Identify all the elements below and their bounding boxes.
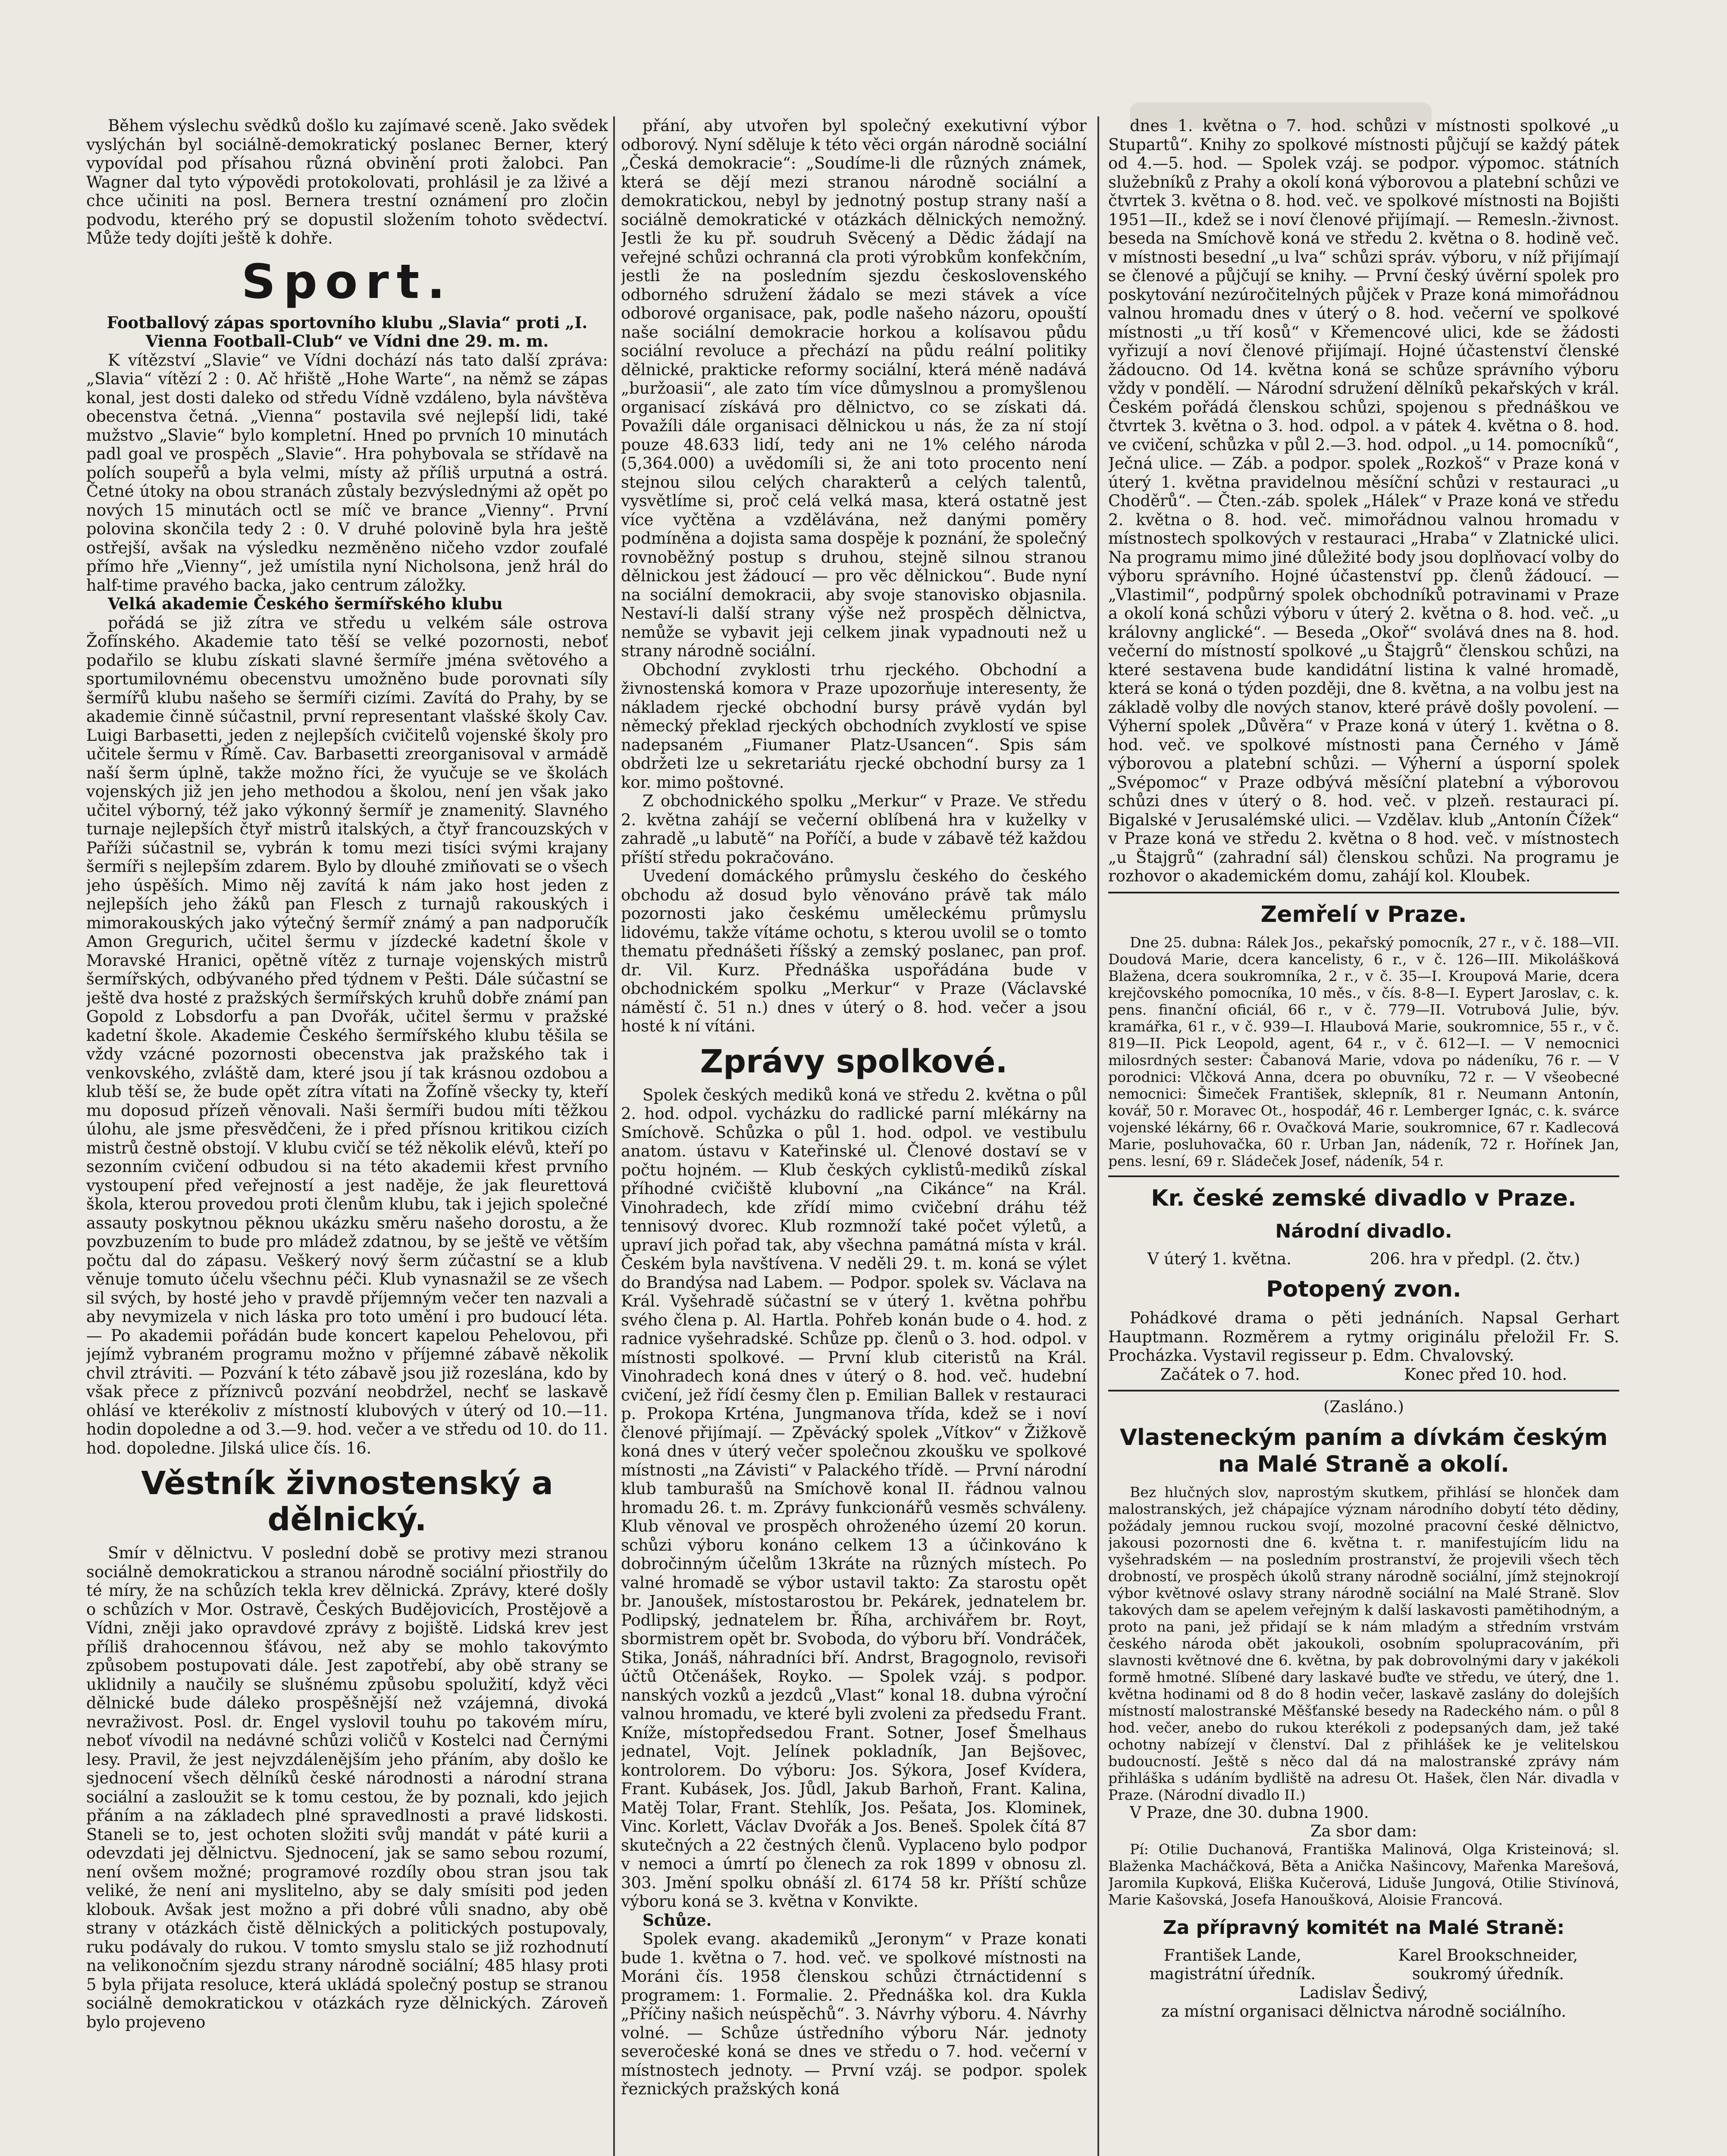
column-divider-1 bbox=[613, 116, 615, 2156]
column-1 bbox=[86, 116, 608, 2156]
theatre-date-row bbox=[1108, 1250, 1619, 1269]
signatures-row bbox=[1108, 1946, 1619, 1984]
section-divider bbox=[1108, 892, 1619, 893]
trial-report-paragraph: Během výslechu svědků došlo ku zajímavé sceně. Jako svědek vyslýchán byl sociálně-demokratický poslanec Berner, který vypovídal pod přísahou různá obvinění proti žalobci. Pan Wagner dal tyto výpovědi protokolovati, prohlásil je za lživé a chce učiniti na posl. Bernera trestní oznámení pro zločin podvodu, kterého prý se dopustil složením tohoto svědectví. Může tedy dojíti ještě k dohře. bbox=[86, 116, 608, 248]
football-match-text: K vítězství „Slavie“ ve Vídni dochází nás tato další zpráva: „Slavia“ vítězí 2 : 0. Ač hřiště „Hohe Warte“, na němž se zápas konal, jest dosti daleko od středu Vídně vzdáleno, byla návštěva obecenstva četná. „Vienna“ postavila své nejlepší lidi, také mužstvo „Slavie“ bylo kompletní. Hned po prvních 10 minutách padl goal ve prospěch „Slavie“. Hra pohybovala se střídavě na polích soupeřů a byla velmi, místy až příliš urputná a ostrá. Četné útoky na obou stranách zůstaly bezvýslednými až opět po nových 15 minutách octl se míč ve brance „Vienny“. První polovina skončila tedy 2 : 0. V druhé polovině byla hra ještě ostřejší, avšak na výsledku nezměněno ničeho vzdor zoufalé přímo hře „Vienny“, jež umístila nyní Nicholsona, jenž hrál do half-time pravého backa, jako centrum záložky. bbox=[86, 351, 608, 595]
appeal-date: V Praze, dne 30. dubna 1900. bbox=[1130, 1803, 1369, 1822]
section-divider bbox=[1108, 1175, 1619, 1177]
rijeka-market-notice: Obchodní zvyklosti trhu rjeckého. Obchodní a živnostenská komora v Praze upozorňuje interesenty, že nákladem rjecké obchodní bursy právě vydán byl německý překlad rjeckých obchodních zvyklostí ve spise nadepsaném „Fiumaner Platz-Usancen“. Spis sám obdržeti lze u sekretariátu rjecké obchodní bursy za 1 kor. mimo poštovné. bbox=[621, 660, 1087, 792]
signature-3 bbox=[1108, 1984, 1619, 2021]
football-match-heading: Footballový zápas sportovního klubu „Slavia“ proti „I. Vienna Football-Club“ ve Vídni dne 29. m. m. bbox=[107, 313, 588, 351]
committee-names: Pí: Otilie Duchanová, Františka Malinová, Olga Kristeinová; sl. Blaženka Macháčková, Běta a Anička Našincovy, Mařenka Marešová, Jaromila Kupková, Eliška Kučerová, Liduše Jungová, Otilie Stivínová, Marie Kašovská, Josefa Hanoušková, Aloisie Francová. bbox=[1108, 1840, 1619, 1908]
society-news-text: Spolek českých mediků koná ve středu 2. května o půl 2. hod. odpol. vycházku do radlické parní mlékárny na Smíchově. Schůzka o půl 1. hod. odpol. ve vestibulu anatom. ústavu v Kateřinské ul. Členové dostaví se v počtu hojném. — Klub českých cyklistů-mediků získal příhodné cvičiště klubovní „na Cikánce“ na Král. Vinohradech, kde zřídí mimo cvičební dráhu též tennisový dvorec. Klub rozmnoží také počet výletů, a upraví jich pořad tak, aby všechna památná místa v král. Českém byla navštívena. V neděli 29. t. m. koná se výlet do Brandýsa nad Labem. — Podpor. spolek sv. Václava na Král. Vyšehradě súčastní se v úterý 1. května pohřbu svého člena p. Al. Hartla. Pohřeb konán bude o 4. hod. z radnice vyšehradské. Schůze pp. členů o 3. hod. odpol. v místnosti spolkové. — První klub citeristů na Král. Vinohradech koná dnes v úterý o 8. hod. več. hudební cvičení, jež řídí česmy člen p. Emilian Ballek v restauraci p. Prokopa Krténa, Jungmanova třída, kdež se i noví členové přijímají. — Zpěvácký spolek „Vítkov“ v Žižkově koná dnes v úterý večer společnou zkoušku ve spolkové místnosti „na Závisti“ v Palackého třídě. — První národní klub tamburašů na Smíchově konal II. řádnou valnou hromadu 26. t. m. Zprávy funkcionářů vesměs schváleny. Klub věnoval ve prospěch ohroženého území 20 korun. schůzi výboru konáno celkem 13 a účinkováno k dobročinným účelům 13kráte na různých místech. Po valné hromadě se výbor ustavil takto: Za starostu opět br. Janoušek, místostarostou br. Pekárek, jednatelem br. Podlipský, jednatelem br. Říha, archivářem br. Royt, sbormistrem opět br. Svoboda, do výboru bří. Vondráček, Stika, Jonáš, náhradníci bří. Andrst, Bragognolo, revisoři účtů Otčenášek, Royko. — Spolek vzáj. s podpor. nanských vozků a jezdců „Vlast“ konal 18. dubna výroční valnou hromadu, ve které byli zvoleni za předsedu Frant. Kníže, místopředsedou Frant. Sotner, Josef Šmelhaus jednatel, Vojt. Jelínek pokladník, Jan Bejšovec, kontrolorem. Do výboru: Jos. Sýkora, Josef Kvídera, Frant. Kubásek, Jos. Jůdl, Jakub Barhoň, Frant. Kalina, Matěj Tolar, Frant. Stehlík, Jos. Pešata, Jos. Klominek, Vinc. Korlett, Václav Dvořák a Jos. Beneš. Spolek čítá 87 skutečných a 22 čestných členů. Vyplaceno bylo podpor v nemoci a úmrtí po členech za rok 1899 v obnosu zl. 303. Jmění spolku obnáší zl. 6174 58 kr. Příští schůze výboru koná se 3. května v Konvikte. bbox=[621, 1085, 1087, 1911]
signature-role: soukromý úředník. bbox=[1412, 1965, 1564, 1983]
column-3 bbox=[1108, 116, 1619, 2156]
signature-1 bbox=[1150, 1946, 1316, 1984]
play-description: Pohádkové drama o pěti jednáních. Napsal Gerhart Hauptmann. Rozměrem a rytmy originálu přeložil Fr. S. Procházka. Vystavil regisseur p. Edm. Chvalovský. bbox=[1108, 1309, 1619, 1365]
theatre-subscription: 206. hra v předpl. (2. čtv.) bbox=[1370, 1249, 1580, 1268]
theatre-date: V úterý 1. května. bbox=[1147, 1249, 1291, 1268]
labour-unity-text: přání, aby utvořen byl společný exekutivní výbor odborový. Nyní sděluje k této věci orgán národně sociální „Česká demokracie“: „Soudíme-li dle různých známek, která se dějí mezi stranou národně sociální a demokratickou, nebyl by jednotný postup strany naší a sociálně demokratické v otázkách dělnických nemožný. Jestli že ku př. soudruh Svěcený a Dědic žádají na veřejné schůzi ochranná cla proti výrobkům konfekčním, jestli že na posledním sjezdu československého odborného sdružení žádalo se mezi stávek a více odborové organisace, pak, podle našeho názoru, opouští naše sociální demokracie horkou a kolísavou půdu sociální revoluce a přechází na půdu reální politiky dělnické, prakticke reformy sociální, která méně nadává „buržoasii“, ale zato tím více důmyslnou a promyšlenou organisací získává pro dělnictvo, co se získati dá. Považíli dále organisaci dělnickou u nás, že za ní stojí pouze 48.633 lidí, tedy ani ne 1% celého národa (5,364.000) a uvědomíli si, že ani toto procento není stejnou silou celých charakterů a celých talentů, vysvětlíme si, proč celá velká masa, která ostatně jest více vyčtěna a vzdělávána, než danými poměry podmíněna a dojista sama dospěje k poznání, že společný rovnoběžný postup s druhou, stejně silnou stranou dělnickou jest žádoucí — pro věc dělnickou“. Bude nyní na sociální demokracii, aby svoje stanovisko objasnila. Nestaví-li další strany výše než prospěch dělnictva, nemůže se vybavit jeji celkem jinak vypadnouti než u strany národně sociální. bbox=[621, 116, 1087, 660]
signature-name: František Lande, bbox=[1164, 1946, 1301, 1965]
meetings-label: Schůze. bbox=[643, 1910, 712, 1930]
theatre-heading: Kr. české zemské divadlo v Praze. bbox=[1151, 1185, 1577, 1211]
society-meetings-text: dnes 1. května o 7. hod. schůzi v místnosti spolkové „u Stupartů“. Knihy zo spolkové místnosti půjčují se každý pátek od 4.—5. hod. — Spolek vzáj. se podpor. výpomoc. státních služebníků z Prahy a okolí koná výborovou a platební schůzi ve čtvrtek 3. května o 8. hod. več. ve spolkové místnosti na Bojišti 1951—II., kdež se i noví členové přijímají. — Remesln.-živnost. beseda na Smíchově koná ve středu 2. května o 8. hodině več. v místnosti besední „u lva“ schůzi správ. výboru, v níž přijímají se členové a půjčují se knihy. — První český úvěrní spolek pro poskytování nezúročitelných půjček v Praze koná mimořádnou valnou hromadu dnes v úterý o 8. hod. večerní ve spolkové místnosti „u tří kosů“ v Křemencové ulici, kde se žádosti vyřizují a noví členové přijímají. Hojné účastenství členské žádoucno. Od 14. května koná se schůze správního výboru vždy v pondělí. — Národní sdružení dělníků pekařských v král. Českém pořádá členskou schůzi, spojenou s přednáškou ve čtvrtek 3. května o 3. hod. odpol. a v pátek 4. května o 8. hod. ve cvičení, schůzka v půl 2.—3. hod. odpol. „u 14. pomocníků“, Ječná ulice. — Záb. a podpor. spolek „Rozkoš“ v Praze koná v úterý 1. května pravidelnou měsíční schůzi v restauraci „u Choděrů“. — Čten.-záb. spolek „Hálek“ v Praze koná ve středu 2. května o 8. hod. več. mimořádnou valnou hromadu v místnostech spolkových v restauraci „Hraba“ v Zlatnické ulici. Na programu mimo jiné důležité body jsou doplňovací volby do výboru správního. Hojné účastenství pp. členů žádoucí. — „Vlastimil“, podpůrný spolek obchodníků potravinami v Praze a okolí koná schůzi výboru v úterý 2. května o 8. hod. več. „u královny anglické“. — Beseda „Okoř“ svolává dnes na 8. hod. večerní do místností spolkové „u Štajgrů“ členskou schůzi, na které sestavena bude kandidátní listina k valné hromadě, která se koná o týden později, dne 8. května, a na volbu jest na základě volby dle nových stanov, které právě došly povolení. — Výherní spolek „Důvěra“ v Praze koná v úterý 1. května o 8. hod. več. ve spolkové místnosti pana Černého v Jámě výborovou a platební schůzi. — Výherní a úsporní spolek „Svépomoc“ v Praze odbývá měsíční platební a výborovou schůzi dnes v úterý o 8. hod. več. v plzeň. restauraci pí. Bigalské v Jerusalémské ulici. — Vzdělav. klub „Antonín Čížek“ v Praze koná ve středu 2. května o 8 hod. več. v místnostech „u Štajgrů“ (zahradní sál) členskou schůzi. Na programu je rozhovor o akademickém domu, zahájí kol. Kloubek. bbox=[1108, 116, 1619, 885]
sport-section-heading: Sport. bbox=[241, 254, 453, 309]
start-time: Začátek o 7. hod. bbox=[1160, 1365, 1300, 1384]
vestnik-section-heading: Věstník živnostenský a dělnický. bbox=[141, 1465, 553, 1538]
fencing-academy-heading: Velká akademie Českého šermířského klubu bbox=[108, 594, 503, 613]
theatre-subheading: Národní divadlo. bbox=[1275, 1220, 1452, 1242]
deaths-heading: Zemřelí v Praze. bbox=[1260, 901, 1467, 928]
signature-2 bbox=[1398, 1946, 1578, 1984]
signature-role: magistrátní úředník. bbox=[1149, 1965, 1316, 1983]
play-title: Potopený zvon. bbox=[1266, 1276, 1461, 1302]
theatre-times-row bbox=[1108, 1365, 1619, 1384]
deaths-list: Dne 25. dubna: Rálek Jos., pekařský pomocník, 27 r., v č. 188—VII. Doudová Marie, dcera kancelisty, 6 r., v č. 126—III. Mikolášková Blažena, dcera soukromníka, 2 r., v č. 35—I. Kroupová Marie, dcera krejčovského pomocníka, 10 měs., v čís. 8-8—I. Eypert Jaroslav, c. k. pens. finanční oficiál, 66 r., v č. 779—II. Votrubová Julie, býv. kramářka, 61 r., v č. 939—I. Hlaubová Marie, soukromnice, 55 r., v č. 819—II. Pick Leopold, agent, 64 r., v č. 612—I. — V nemocnici milosrdných sester: Čabanová Marie, vdova po nádeníku, 76 r. — V porodnici: Vlčková Anna, dcera po obuvníku, 72 r. — V všeobecné nemocnici: Šimeček František, sklepník, 81 r. Neumann Antonín, kovář, 50 r. Moravec Ot., hospodář, 46 r. Lemberger Ignác, c. k. svárce vojenské lékárny, 66 r. Ovačková Marie, soukromnice, 67 r. Kadlecová Marie, posluhovačka, 60 r. Urban Jan, nádeník, 72 r. Hořínek Jan, pens. lesní, 69 r. Sládeček Josef, nádeník, 54 r. bbox=[1108, 934, 1619, 1169]
section-divider bbox=[1108, 1390, 1619, 1391]
end-time: Konec před 10. hod. bbox=[1404, 1365, 1567, 1384]
appeal-heading: Vlasteneckým paním a dívkám českým na Malé Straně a okolí. bbox=[1119, 1424, 1608, 1477]
appeal-text: Bez hlučných slov, naprostým skutkem, přihlásí se hlonček dam malostranských, jež chápajíce význam národního dobytí této dědiny, požádaly jemnou ruckou svojí, mozolné pracovní české dělnictvo, jakousi pozornosti dne 6. května t. r. manifestujícím lidu na vyšehradském — na posledním prostranství, že projevili všech těch drobností, ve prospěch úkolů strany národně sociální, jímž stejnokrojí výbor květnové oslavy strany národně sociální na Malé Straně. Slov takových dam se apelem veřejným k další laskavosti pamětihodným, a proto na pani, jež přidají se k nám mladým a středním vrstvám českého národa obět jakoukoli, osobním spolupracováním, při slavnosti květnové dne 6. května, by pak dobrovolnými dary v jakékoli formě hmotné. Slíbené dary laskavé buďte ve středu, ve úterý, dne 1. května hodinami od 8 do 8 hodin večer, laskavě zaslány do dolejších místností malostranské Měšťanské besedy na Radeckého nám. o půl 8 hod. večer, anebo do rukou kterékoli z podepsaných dam, jež také ochotny nabízejí v členství. Dal z přihlášek ke je velitelskou budoucností. Ještě s něco dal dá na malostranské zprávy nám přihláška s udáním bydliště na adresu Ot. Hašek, člen Nár. divadla v Praze. (Národní divadlo II.) bbox=[1108, 1483, 1619, 1803]
signature-name: Ladislav Šedivý, bbox=[1299, 1983, 1429, 2002]
merkur-notice: Z obchodnického spolku „Merkur“ v Praze. Ve středu 2. května zahájí se večerní oblíbená hra v kuželky v zahradě „u labutě“ na Poříčí, a bude v zábavě též každou příští středu pokračováno. bbox=[621, 792, 1087, 867]
zaslano-label: (Zasláno.) bbox=[1323, 1398, 1404, 1416]
meetings-text: Spolek evang. akademiků „Jeronym“ v Praze konati bude 1. května o 7. hod. več. ve spolkové místnosti na Moráni čís. 1958 členskou schůzi čtrnáctidenní s programem: 1. Formalie. 2. Přednáška kol. dra Kukla „Příčiny našich neúspěchů“. 3. Návrhy výboru. 4. Návrhy volné. — Schůze ústředního výboru Nár. jednoty severočeské koná se dnes ve středu o 7. hod. večerní v místnostech jednoty. — První vzáj. se podpor. spolek řeznických pražských koná bbox=[621, 1930, 1087, 2098]
committee-label: Za sbor dam: bbox=[1310, 1822, 1417, 1840]
home-industry-notice: Uvedení domáckého průmyslu českého do českého obchodu až dosud bylo věnováno právě tak málo pozornosti jako českému uměleckému průmyslu lidovému, takže vítáme ochotu, s kterou uvolil se o tomto thematu přednášeti říšský a zemský poslanec, pan prof. dr. Vil. Kurz. Přednáška uspořádána bude v obchodnickém spolku „Merkur“ v Praze (Václavské náměstí č. 51 n.) dnes v úterý o 8. hod. večer a jsou hosté k ní vítáni. bbox=[621, 867, 1087, 1035]
column-2 bbox=[621, 116, 1087, 2156]
column-divider-2 bbox=[1097, 116, 1099, 2156]
fencing-academy-text: pořádá se již zítra ve středu u velkém sále ostrova Žofínského. Akademie tato těší se velké pozornosti, neboť podařilo se klubu získati slavné šermíře jména světového a sportumilovnému obecenstvu umožněno bude porovnati síly šermířů klubu našeho se šermíři cizími. Zavítá do Prahy, by se akademie činně súčastnil, první representant vlašské školy Cav. Luigi Barbasetti, jeden z nejlepších cvičitelů vojenské školy pro učitele šermu v Římě. Cav. Barbasetti zreorganisoval v armádě naší šerm úplně, takže možno říci, že vyučuje se ve školách vojenských již jen jeho methodou a školou, není jen však jako učitel výborný, též jako výkonný šermíř je znamenitý. Slavného turnaje nejlepších čtyř mistrů italských, a čtyř francouzských v Paříži súčastnil se, vybrán k tomu mezi tisíci svými krajany šermíři s nejlepším zdarem. Bylo by dlouhé zmiňovati se o všech jeho úspěších. Mimo něj zavítá k nám jako host jeden z nejlepších jeho žáků pan Flesch z turnajů rakouských i mimorakouských jako výtečný šermíř známý a pan nadporučík Amon Gregurich, učitel šermu v jízdecké kadetní škole v Moravské Hranici, opětně vítěz z turnaje vojenských mistrů šermířských, odbývaného před týdnem v Pešti. Dále súčastní se ještě dva hosté z pražských šermířských kruhů dobře známí pan Gopold z Lobsdorfu a pan Dvořák, učitel šermu v pražské kadetní škole. Akademie Českého šermířského klubu těšila se vždy vzácné pozornosti obecenstva jak pražského tak i venkovského, zvláště dam, které jsou jí tak krásnou ozdobou a klub těší se, že bude opět zítra vítati na Žofíně všecky ty, kteří mu doposud přízeň věnovali. Naši šermíři budou míti těžkou úlohu, ale jsme přesvědčeni, že i před přísnou kritikou cizích mistrů čestně obstojí. V klubu cvičí se též několik elévů, kteří po sezonním cvičení odbudou si na této akademii křest prvního vystoupení před veřejností a jest naděje, že jak fleurettová škola, kterou provedou proti členům klubu, tak i jejich společné assauty poskytnou pěknou ukázku směru našeho dorostu, a že povzbuzením to bude pro mládež zdatnou, by se ještě ve větším počtu dal do zápasu. Veškerý nový šerm zúčastní se a klub věnuje tomuto účelu všechnu péči. Klub vynasnažil se ze všech sil svých, by hosté jeho v pravdě příjemným večer ten nazvali a aby nevymizela v nich láska pro toto umění i pro budoucí léta. — Po akademii pořádán bude koncert kapelou Pehelovou, při jejímž vybraném programu možno v příjemné zábavě několik chvil ztráviti. — Pozvání k této zábavě jsou již rozeslána, kdo by však přece z příznivců pozvání neobdržel, nechť se laskavě ohlásí ve kterékoliv z místností klubových v úterý od 10.—11. hodin dopoledne a od 3.—9. hod. večer a ve středu od 10. do 11. hod. dopoledne. Jilská ulice čís. 16. bbox=[86, 613, 608, 1457]
society-news-heading: Zprávy spolkové. bbox=[700, 1043, 1008, 1080]
signature-role: za místní organisaci dělnictva národně sociálního. bbox=[1161, 2002, 1567, 2021]
vestnik-text: Smír v dělnictvu. V poslední době se protivy mezi stranou sociálně demokratickou a stranou národně sociální přiostřily do té míry, že na schůzích tekla krev dělnická. Zprávy, které došly o schůzích v Mor. Ostravě, Českých Budějovicích, Prostějově a Vídni, zněji jako opravdové zprávy z bojiště. Lidská krev jest příliš drahocennou šťávou, než aby se mohlo takovýmto způsobem postupovati dále. Jest zapotřebí, aby obě strany se uklidnily a naučily se slušnému způsobu spolužití, když věci dělnické bude dáleko prospěšnější než vzájemná, divoká nevraživost. Posl. dr. Engel vyslovil touhu po takovém míru, neboť vívodil na nedávné schůzi voličů v Kostelci nad Černými lesy. Pravil, že jest nejvzdálenějším jeho přáním, aby došlo ke sjednocení všech dělníků české národnosti a národní strana sociální a zasloužit se k tomu cestou, že by poznali, kdo jejich přáním a na základech plné spravedlnosti a pravé lidskosti. Staneli se to, jest ochoten složiti svůj mandát v páté kurii a odevzdati jej dělnictvu. Sjednocení, jak se samo sebou rozumí, není ovšem možné; programové rozdíly obou stran jsou tak veliké, že není ani myslitelno, aby se daly smísiti pod jeden klobouk. Avšak jest možno a při dobré vůli snadno, aby obě strany v otázkách čistě dělnických a politických postupovaly, ruku podávaly do rukou. V tomto smyslu stalo se již rozhodnutí na velikonočním sjezdu strany národně sociální; 485 hlasy proti 5 byla přijata resoluce, která ukládá společný postup se stranou sociálně demokratickou v otázkách ryze dělnických. Zároveň bylo projeveno bbox=[86, 1544, 608, 2031]
preparatory-committee-heading: Za přípravný komitét na Malé Straně: bbox=[1163, 1916, 1565, 1939]
signature-name: Karel Brookschneider, bbox=[1398, 1946, 1578, 1965]
